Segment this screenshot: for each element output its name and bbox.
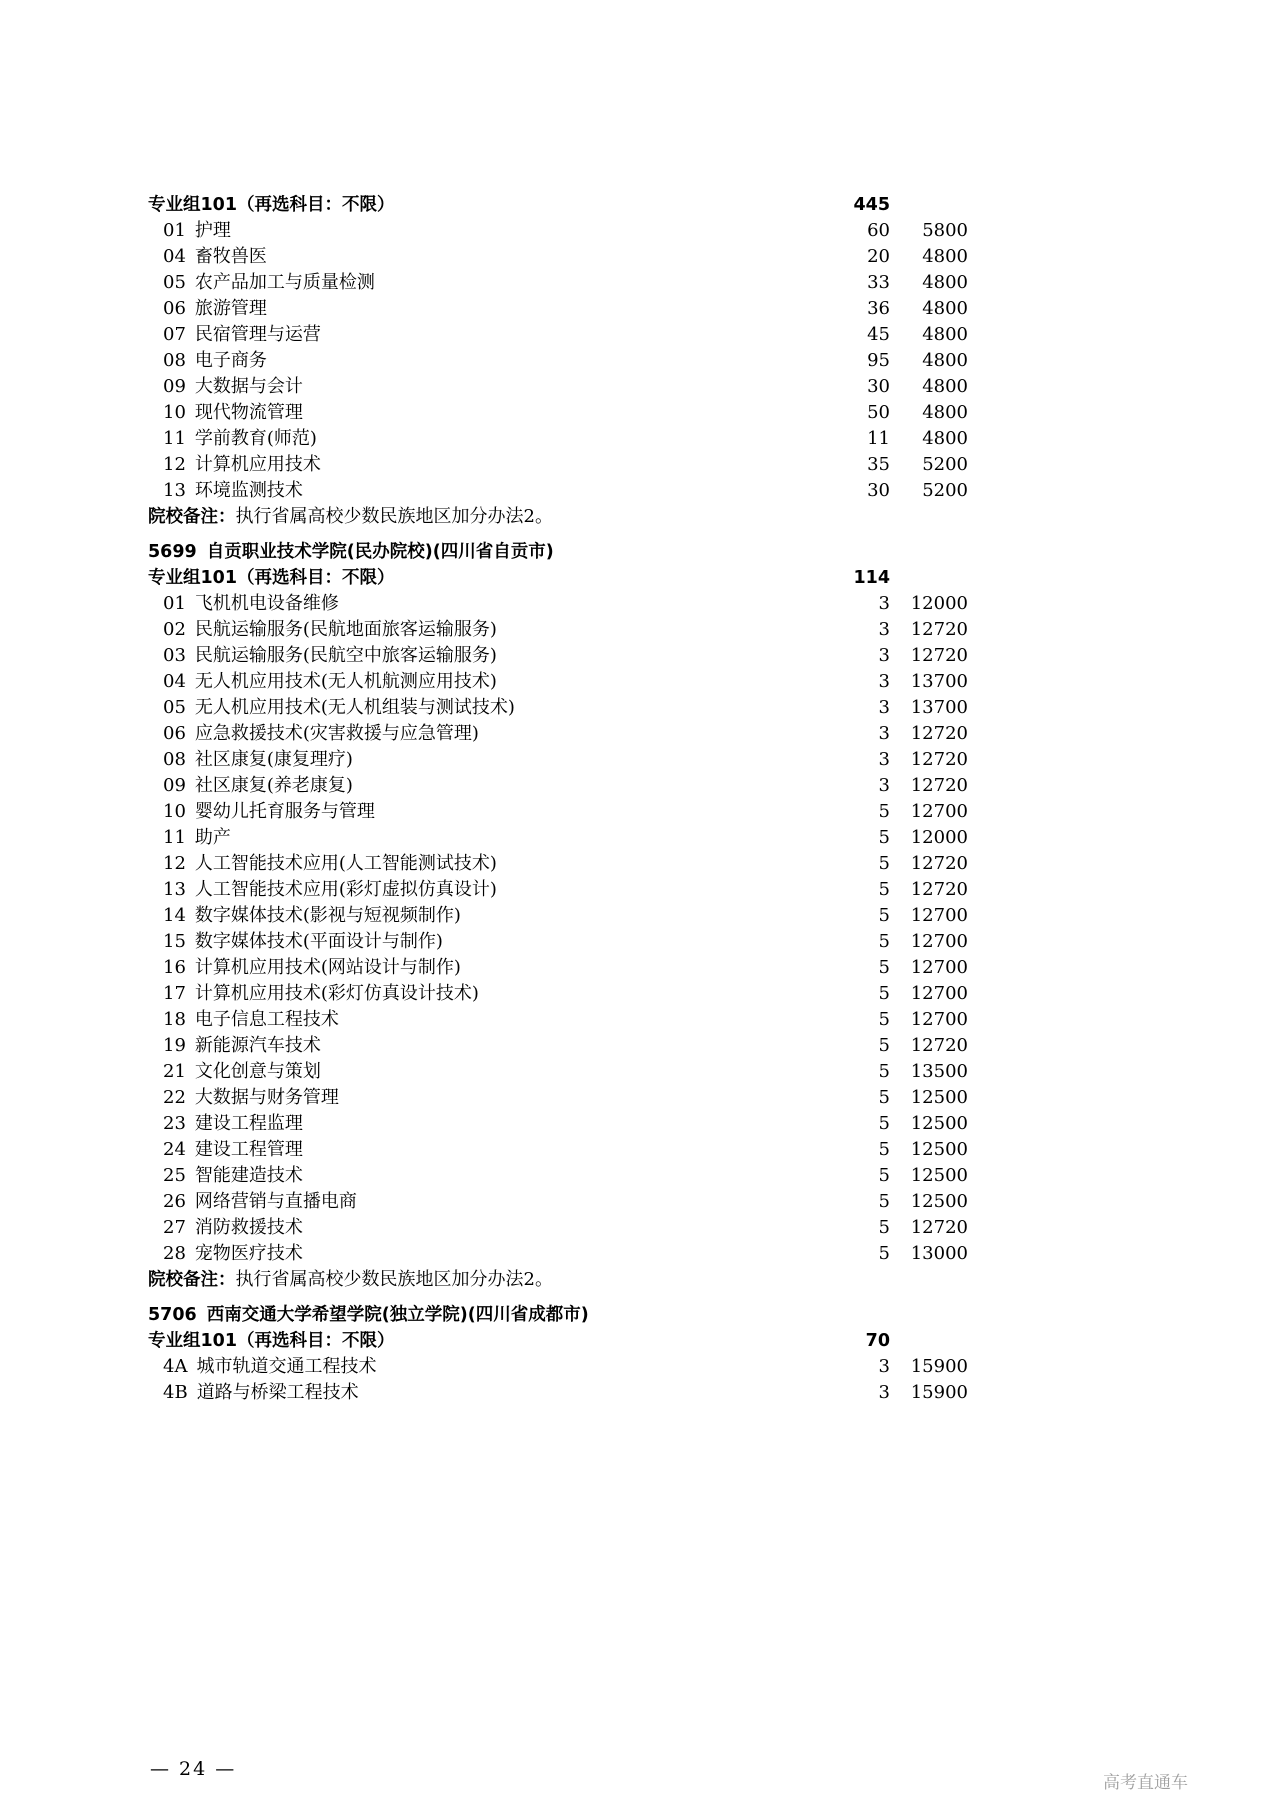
major-left: [148, 244, 790, 270]
major-code: 26: [163, 1191, 186, 1212]
major-name: 人工智能技术应用(人工智能测试技术): [194, 853, 497, 874]
major-row: [148, 747, 968, 773]
major-name: 社区康复(康复理疗): [194, 749, 353, 770]
major-left: [148, 1137, 790, 1163]
note-left: [148, 504, 968, 530]
major-name: 旅游管理: [194, 298, 267, 319]
major-row: [148, 981, 968, 1007]
major-row: [148, 1215, 968, 1241]
major-code: 17: [163, 983, 186, 1004]
note-label: 院校备注：: [148, 507, 236, 527]
major-quota: 11: [867, 428, 890, 449]
major-name: 建设工程监理: [194, 1113, 303, 1134]
major-quota: 5: [878, 1035, 890, 1056]
major-row: [148, 426, 968, 452]
major-code: 03: [163, 645, 186, 666]
major-quota: 3: [878, 645, 890, 666]
major-name: 农产品加工与质量检测: [194, 272, 375, 293]
major-name: 应急救援技术(灾害救援与应急管理): [194, 723, 479, 744]
major-left: [148, 1189, 790, 1215]
major-name: 新能源汽车技术: [194, 1035, 321, 1056]
major-code: 07: [163, 324, 186, 345]
major-name: 现代物流管理: [194, 402, 303, 423]
major-code: 06: [163, 723, 186, 744]
major-row: [148, 348, 968, 374]
major-fee: 12720: [910, 775, 968, 796]
major-left: [148, 955, 790, 981]
major-name: 大数据与会计: [194, 376, 303, 397]
major-code: 04: [163, 246, 186, 267]
major-fee: 12500: [910, 1139, 968, 1160]
major-row: [148, 825, 968, 851]
major-code: 22: [163, 1087, 186, 1108]
major-row: [148, 1033, 968, 1059]
major-row: [148, 903, 968, 929]
major-left: [148, 773, 790, 799]
major-fee: 4800: [922, 246, 968, 267]
major-left: [148, 669, 790, 695]
major-left: [148, 929, 790, 955]
major-row: [148, 1137, 968, 1163]
major-quota: 5: [878, 1243, 890, 1264]
major-fee: 5800: [922, 220, 968, 241]
major-fee: 12500: [910, 1113, 968, 1134]
major-row: [148, 617, 968, 643]
major-fee: 4800: [922, 324, 968, 345]
major-quota: 30: [867, 376, 890, 397]
major-left: [148, 426, 790, 452]
group-row: [148, 565, 968, 591]
major-fee: 12720: [910, 1035, 968, 1056]
major-left: [148, 478, 790, 504]
major-quota: 60: [867, 220, 890, 241]
major-quota: 5: [878, 853, 890, 874]
major-row: [148, 296, 968, 322]
major-row: [148, 591, 968, 617]
institution-left: [148, 1302, 968, 1328]
major-left: [148, 695, 790, 721]
major-left: [148, 643, 790, 669]
major-row: [148, 322, 968, 348]
major-quota: 3: [878, 723, 890, 744]
major-fee: 15900: [910, 1382, 968, 1403]
major-fee: 12720: [910, 749, 968, 770]
major-left: [148, 851, 790, 877]
major-row: [148, 669, 968, 695]
major-fee: 13500: [910, 1061, 968, 1082]
major-left: [148, 721, 790, 747]
major-name: 民宿管理与运营: [194, 324, 321, 345]
major-fee: 4800: [922, 350, 968, 371]
major-left: [148, 591, 790, 617]
major-code: 08: [163, 350, 186, 371]
major-left: [148, 1111, 790, 1137]
major-quota: 5: [878, 1139, 890, 1160]
major-code: 05: [163, 272, 186, 293]
major-name: 学前教育(师范): [194, 428, 317, 449]
note-row: [148, 1267, 968, 1293]
major-fee: 12500: [910, 1165, 968, 1186]
major-fee: 13700: [910, 697, 968, 718]
major-left: [148, 322, 790, 348]
major-quota: 5: [878, 1191, 890, 1212]
institution-name: 西南交通大学希望学院(独立学院)(四川省成都市): [206, 1305, 589, 1325]
page-number: — 24 —: [150, 1758, 237, 1780]
group-title: 专业组101（再选科目：不限）: [148, 1331, 395, 1351]
institution-name: 自贡职业技术学院(民办院校)(四川省自贡市): [206, 542, 554, 562]
major-row: [148, 955, 968, 981]
major-row: [148, 452, 968, 478]
major-name: 大数据与财务管理: [194, 1087, 339, 1108]
major-name: 城市轨道交通工程技术: [196, 1356, 377, 1377]
note-text: 执行省属高校少数民族地区加分办法2。: [235, 1269, 553, 1290]
major-left: [148, 400, 790, 426]
major-fee: 13000: [910, 1243, 968, 1264]
major-fee: 13700: [910, 671, 968, 692]
major-fee: 12720: [910, 853, 968, 874]
major-left: [148, 348, 790, 374]
major-code: 24: [163, 1139, 186, 1160]
major-left: [148, 825, 790, 851]
major-fee: 4800: [922, 272, 968, 293]
major-code: 28: [163, 1243, 186, 1264]
major-left: [148, 218, 790, 244]
group-total: 114: [853, 568, 890, 588]
major-quota: 5: [878, 1165, 890, 1186]
major-row: [148, 478, 968, 504]
group-row: [148, 192, 968, 218]
major-name: 民航运输服务(民航空中旅客运输服务): [194, 645, 497, 666]
major-row: [148, 1241, 968, 1267]
major-code: 18: [163, 1009, 186, 1030]
major-left: [148, 1007, 790, 1033]
major-quota: 5: [878, 1087, 890, 1108]
major-code: 10: [163, 801, 186, 822]
major-fee: 12700: [910, 1009, 968, 1030]
major-quota: 50: [867, 402, 890, 423]
major-quota: 20: [867, 246, 890, 267]
watermark: 高考直通车: [1103, 1773, 1188, 1793]
major-code: 01: [163, 220, 186, 241]
major-left: [148, 270, 790, 296]
major-left: [148, 1380, 790, 1406]
major-row: [148, 244, 968, 270]
major-quota: 3: [878, 671, 890, 692]
major-quota: 35: [867, 454, 890, 475]
major-row: [148, 1085, 968, 1111]
major-left: [148, 296, 790, 322]
note-label: 院校备注：: [148, 1270, 236, 1290]
major-quota: 5: [878, 957, 890, 978]
major-fee: 12700: [910, 983, 968, 1004]
major-name: 文化创意与策划: [194, 1061, 321, 1082]
major-left: [148, 1215, 790, 1241]
major-quota: 45: [867, 324, 890, 345]
major-code: 05: [163, 697, 186, 718]
major-fee: 4800: [922, 428, 968, 449]
major-fee: 12500: [910, 1087, 968, 1108]
major-quota: 5: [878, 827, 890, 848]
institution-code: 5706: [148, 1305, 197, 1325]
major-row: [148, 374, 968, 400]
major-code: 06: [163, 298, 186, 319]
major-quota: 36: [867, 298, 890, 319]
major-name: 计算机应用技术(网站设计与制作): [194, 957, 461, 978]
major-code: 15: [163, 931, 186, 952]
major-left: [148, 452, 790, 478]
major-left: [148, 1354, 790, 1380]
major-code: 09: [163, 376, 186, 397]
major-name: 宠物医疗技术: [194, 1243, 303, 1264]
major-code: 13: [163, 480, 186, 501]
major-code: 23: [163, 1113, 186, 1134]
major-fee: 12500: [910, 1191, 968, 1212]
major-name: 环境监测技术: [194, 480, 303, 501]
major-row: [148, 643, 968, 669]
major-name: 网络营销与直播电商: [194, 1191, 357, 1212]
major-fee: 12720: [910, 619, 968, 640]
major-row: [148, 1007, 968, 1033]
major-code: 12: [163, 853, 186, 874]
major-code: 13: [163, 879, 186, 900]
major-row: [148, 400, 968, 426]
major-code: 14: [163, 905, 186, 926]
major-row: [148, 929, 968, 955]
institution-left: [148, 539, 968, 565]
major-code: 11: [163, 428, 186, 449]
group-row: [148, 1328, 968, 1354]
major-fee: 12720: [910, 879, 968, 900]
major-quota: 30: [867, 480, 890, 501]
major-code: 27: [163, 1217, 186, 1238]
major-code: 01: [163, 593, 186, 614]
major-quota: 3: [878, 593, 890, 614]
major-name: 计算机应用技术(彩灯仿真设计技术): [194, 983, 479, 1004]
major-quota: 3: [878, 1356, 890, 1377]
major-quota: 3: [878, 1382, 890, 1403]
major-code: 12: [163, 454, 186, 475]
major-name: 数字媒体技术(影视与短视频制作): [194, 905, 461, 926]
major-row: [148, 1354, 968, 1380]
major-left: [148, 1059, 790, 1085]
major-name: 电子商务: [194, 350, 267, 371]
major-left: [148, 1241, 790, 1267]
major-code: 25: [163, 1165, 186, 1186]
major-left: [148, 1085, 790, 1111]
major-row: [148, 877, 968, 903]
major-left: [148, 1163, 790, 1189]
major-fee: 5200: [922, 454, 968, 475]
major-row: [148, 1189, 968, 1215]
major-quota: 3: [878, 697, 890, 718]
major-fee: 12720: [910, 1217, 968, 1238]
major-row: [148, 721, 968, 747]
major-name: 飞机机电设备维修: [194, 593, 339, 614]
admission-plan-list: [148, 192, 968, 1406]
major-fee: 12700: [910, 801, 968, 822]
major-quota: 3: [878, 775, 890, 796]
major-row: [148, 270, 968, 296]
major-fee: 12700: [910, 905, 968, 926]
major-fee: 12000: [910, 593, 968, 614]
major-quota: 5: [878, 1061, 890, 1082]
major-row: [148, 851, 968, 877]
group-title: 专业组101（再选科目：不限）: [148, 568, 395, 588]
major-fee: 4800: [922, 298, 968, 319]
note-row: [148, 504, 968, 530]
major-fee: 12720: [910, 723, 968, 744]
major-left: [148, 877, 790, 903]
major-code: 11: [163, 827, 186, 848]
major-fee: 5200: [922, 480, 968, 501]
major-name: 道路与桥梁工程技术: [196, 1382, 359, 1403]
major-code: 21: [163, 1061, 186, 1082]
major-name: 智能建造技术: [194, 1165, 303, 1186]
major-name: 护理: [194, 220, 231, 241]
major-quota: 95: [867, 350, 890, 371]
major-name: 民航运输服务(民航地面旅客运输服务): [194, 619, 497, 640]
major-row: [148, 1380, 968, 1406]
major-quota: 3: [878, 749, 890, 770]
note-text: 执行省属高校少数民族地区加分办法2。: [235, 506, 553, 527]
major-left: [148, 981, 790, 1007]
major-fee: 12000: [910, 827, 968, 848]
major-name: 无人机应用技术(无人机航测应用技术): [194, 671, 497, 692]
major-left: [148, 903, 790, 929]
major-name: 畜牧兽医: [194, 246, 267, 267]
major-name: 无人机应用技术(无人机组装与测试技术): [194, 697, 515, 718]
major-name: 助产: [194, 827, 231, 848]
major-quota: 5: [878, 1113, 890, 1134]
major-left: [148, 617, 790, 643]
major-row: [148, 1163, 968, 1189]
major-fee: 12720: [910, 645, 968, 666]
major-quota: 5: [878, 905, 890, 926]
major-left: [148, 374, 790, 400]
major-code: 09: [163, 775, 186, 796]
major-fee: 12700: [910, 957, 968, 978]
major-name: 建设工程管理: [194, 1139, 303, 1160]
major-fee: 4800: [922, 376, 968, 397]
major-quota: 3: [878, 619, 890, 640]
major-code: 04: [163, 671, 186, 692]
major-quota: 5: [878, 1009, 890, 1030]
major-code: 4B: [163, 1382, 188, 1403]
major-quota: 33: [867, 272, 890, 293]
major-code: 10: [163, 402, 186, 423]
major-name: 社区康复(养老康复): [194, 775, 353, 796]
group-total: 445: [853, 195, 890, 215]
major-name: 人工智能技术应用(彩灯虚拟仿真设计): [194, 879, 497, 900]
group-total: 70: [865, 1331, 890, 1351]
major-row: [148, 1059, 968, 1085]
major-row: [148, 1111, 968, 1137]
major-name: 婴幼儿托育服务与管理: [194, 801, 375, 822]
major-row: [148, 799, 968, 825]
institution-row: [148, 1302, 968, 1328]
note-left: [148, 1267, 968, 1293]
major-code: 16: [163, 957, 186, 978]
major-fee: 4800: [922, 402, 968, 423]
major-left: [148, 799, 790, 825]
major-row: [148, 695, 968, 721]
major-quota: 5: [878, 931, 890, 952]
major-name: 消防救援技术: [194, 1217, 303, 1238]
institution-row: [148, 539, 968, 565]
group-title: 专业组101（再选科目：不限）: [148, 195, 395, 215]
major-code: 19: [163, 1035, 186, 1056]
institution-code: 5699: [148, 542, 197, 562]
major-row: [148, 218, 968, 244]
major-quota: 5: [878, 1217, 890, 1238]
major-fee: 12700: [910, 931, 968, 952]
major-quota: 5: [878, 801, 890, 822]
major-name: 数字媒体技术(平面设计与制作): [194, 931, 443, 952]
major-code: 02: [163, 619, 186, 640]
major-fee: 15900: [910, 1356, 968, 1377]
major-row: [148, 773, 968, 799]
major-name: 电子信息工程技术: [194, 1009, 339, 1030]
major-left: [148, 747, 790, 773]
major-quota: 5: [878, 879, 890, 900]
major-name: 计算机应用技术: [194, 454, 321, 475]
major-code: 08: [163, 749, 186, 770]
major-code: 4A: [163, 1356, 188, 1377]
major-quota: 5: [878, 983, 890, 1004]
major-left: [148, 1033, 790, 1059]
